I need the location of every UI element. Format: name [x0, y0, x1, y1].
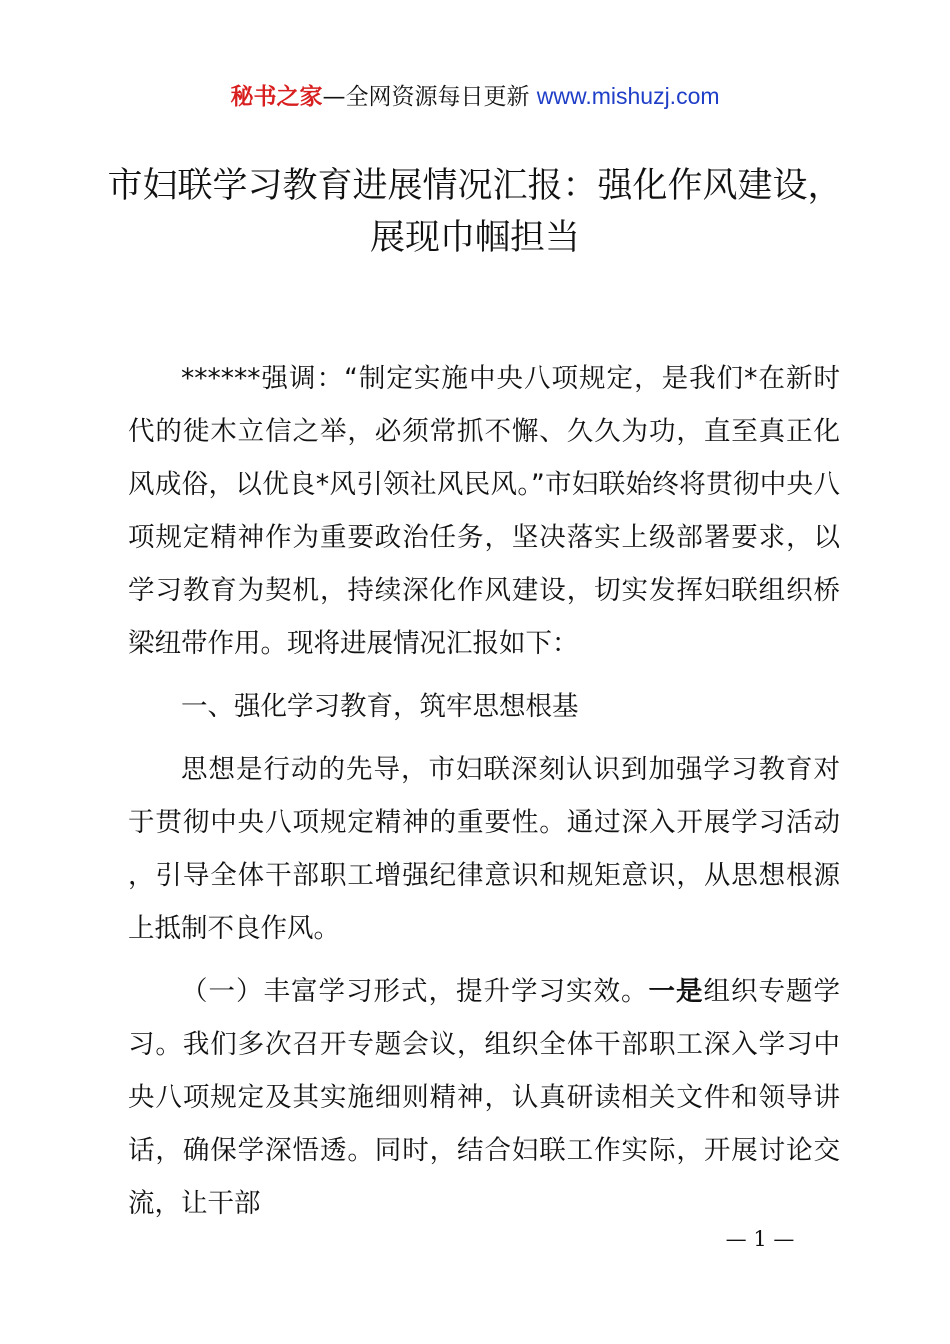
section-paragraph: 思想是行动的先导，市妇联深刻认识到加强学习教育对于贯彻中央八项规定精神的重要性。通过深入开展学习活动，引导全体干部职工增强纪律意识和规矩意识，从思想根源上抵制不良作风。	[128, 754, 840, 944]
bold-marker: 一是	[648, 976, 704, 1007]
page-number: — 1 —	[725, 1227, 795, 1251]
subsection-lead: （一）丰富学习形式，提升学习实效。	[181, 976, 649, 1007]
website-link[interactable]: www.mishuzj.com	[536, 83, 720, 109]
intro-paragraph: ******强调：“制定实施中央八项规定，是我们*在新时代的徙木立信之举，必须常抓不懈、久久为功，直至真正化风成俗，以优良*风引领社风民风。”市妇联始终将贯彻中央八项规定精神作为重要政治任务，坚决落实上级部署要求，以学习教育为契机，持续深化作风建设，切实发挥妇联组织桥梁纽带作用。现将进展情况汇报如下：	[128, 363, 840, 659]
title-line-2: 展现巾帼担当	[369, 218, 580, 258]
section-heading: 一、强化学习教育，筑牢思想根基	[181, 691, 579, 722]
document-body	[128, 352, 840, 1230]
title-line-1: 市妇联学习教育进展情况汇报：强化作风建设，	[107, 166, 843, 206]
header-slogan: —全网资源每日更新	[322, 84, 530, 110]
subsection-text: 组织专题学习。我们多次召开专题会议，组织全体干部职工深入学习中央八项规定及其实施细则精神，认真研读相关文件和领导讲话，确保学深悟透。同时，结合妇联工作实际，开展讨论交流，让干部	[128, 976, 840, 1219]
brand-name: 秘书之家	[230, 84, 323, 110]
subsection-paragraph	[128, 965, 840, 1230]
site-header	[0, 80, 950, 113]
document-title	[0, 160, 950, 264]
